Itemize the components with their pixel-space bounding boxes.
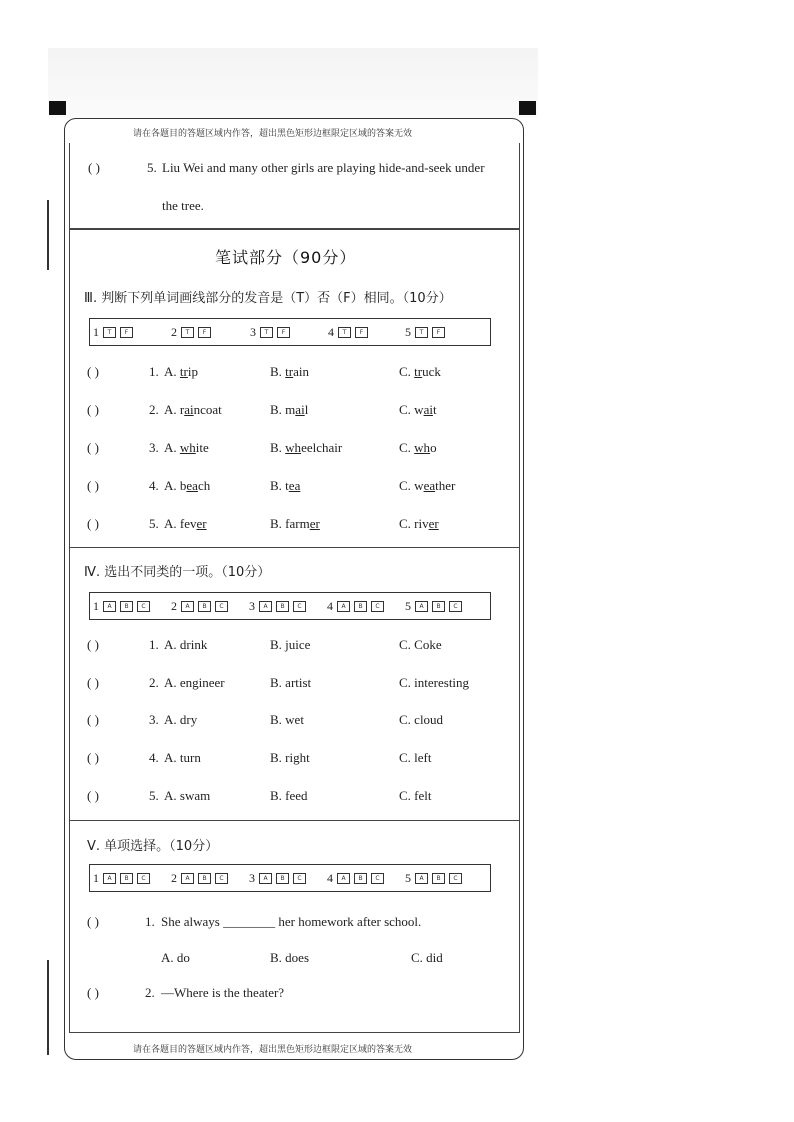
section-3 (69, 229, 520, 548)
option-box[interactable]: C (293, 873, 306, 884)
listening-section (69, 143, 520, 229)
section-4-heading: Ⅳ. 选出不同类的一项。（10分） (84, 565, 271, 580)
option-box[interactable]: B (354, 873, 367, 884)
option-b: B. feed (270, 788, 308, 803)
answer-paren[interactable]: ( ) (87, 675, 99, 690)
option-c: C. interesting (399, 675, 470, 690)
option-box[interactable]: B (198, 873, 211, 884)
answer-paren[interactable]: ( ) (87, 516, 99, 531)
answer-slot-2[interactable]: 2 A B C (171, 599, 228, 614)
option-a: A. fever (164, 516, 207, 531)
option-box[interactable]: B (198, 601, 211, 612)
option-b: B. farmer (270, 516, 320, 531)
answer-paren[interactable]: ( ) (87, 364, 99, 379)
answer-slot-5[interactable]: 5 A B C (405, 599, 462, 614)
answer-slot-5[interactable]: 5 A B C (405, 871, 462, 886)
option-box[interactable]: F (277, 327, 290, 338)
option-a: A. beach (164, 478, 211, 493)
option-c: C. truck (399, 364, 441, 379)
answer-paren[interactable]: ( ) (87, 440, 99, 455)
scan-shadow (48, 48, 538, 118)
option-box[interactable]: C (215, 873, 228, 884)
option-box[interactable]: C (215, 601, 228, 612)
answer-paren[interactable]: ( ) (88, 160, 100, 175)
option-box[interactable]: C (371, 601, 384, 612)
option-c: C. Coke (399, 637, 442, 652)
option-box[interactable]: C (449, 873, 462, 884)
answer-slot-5[interactable]: 5 T F (405, 325, 445, 340)
option-box[interactable]: B (432, 873, 445, 884)
answer-paren[interactable]: ( ) (87, 478, 99, 493)
option-box[interactable]: A (259, 873, 272, 884)
option-box[interactable]: F (198, 327, 211, 338)
option-box[interactable]: A (415, 601, 428, 612)
option-box[interactable]: B (120, 873, 133, 884)
option-box[interactable]: T (260, 327, 273, 338)
option-b: B. mail (270, 402, 309, 417)
option-a: A. drink (164, 637, 208, 652)
option-a: A. swam (164, 788, 211, 803)
answer-slot-4[interactable]: 4 T F (328, 325, 368, 340)
answer-paren[interactable]: ( ) (87, 788, 99, 803)
question-text: —Where is the theater? (161, 985, 285, 1000)
option-box[interactable]: C (137, 601, 150, 612)
answer-paren[interactable]: ( ) (87, 712, 99, 727)
option-a: A. do (161, 950, 190, 965)
top-notice: 请在各题目的答题区域内作答，超出黑色矩形边框限定区域的答案无效 (133, 129, 413, 139)
answer-slot-1[interactable]: 1 A B C (93, 871, 150, 886)
option-a: A. engineer (164, 675, 225, 690)
option-box[interactable]: T (181, 327, 194, 338)
option-box[interactable]: F (432, 327, 445, 338)
option-b: B. train (270, 364, 310, 379)
option-c: C. weather (399, 478, 456, 493)
bottom-notice: 请在各题目的答题区域内作答，超出黑色矩形边框限定区域的答案无效 (133, 1045, 413, 1055)
option-a: A. raincoat (164, 402, 222, 417)
option-box[interactable]: C (293, 601, 306, 612)
option-b: B. artist (270, 675, 312, 690)
option-box[interactable]: B (432, 601, 445, 612)
option-c: C. river (399, 516, 439, 531)
answer-slot-1[interactable]: 1 T F (93, 325, 133, 340)
answer-paren[interactable]: ( ) (87, 637, 99, 652)
option-b: B. does (270, 950, 309, 965)
option-box[interactable]: T (103, 327, 116, 338)
option-box[interactable]: F (355, 327, 368, 338)
option-box[interactable]: T (415, 327, 428, 338)
binding-line-bottom (47, 960, 49, 1055)
option-box[interactable]: A (337, 601, 350, 612)
option-box[interactable]: A (103, 873, 116, 884)
answer-slot-3[interactable]: 3 T F (250, 325, 290, 340)
answer-paren[interactable]: ( ) (87, 985, 99, 1000)
option-a: A. dry (164, 712, 198, 727)
option-c: C. cloud (399, 712, 444, 727)
option-a: A. white (164, 440, 209, 455)
answer-paren[interactable]: ( ) (87, 914, 99, 929)
option-b: B. tea (270, 478, 301, 493)
option-box[interactable]: A (103, 601, 116, 612)
answer-paren[interactable]: ( ) (87, 402, 99, 417)
option-box[interactable]: A (259, 601, 272, 612)
registration-marker-right (519, 101, 536, 115)
answer-slot-3[interactable]: 3 A B C (249, 599, 306, 614)
option-box[interactable]: B (120, 601, 133, 612)
option-c: C. did (411, 950, 443, 965)
registration-marker-left (49, 101, 66, 115)
answer-slot-4[interactable]: 4 A B C (327, 599, 384, 614)
question-text-line1: Liu Wei and many other girls are playing hide-and-seek under (162, 160, 485, 175)
option-c: C. felt (399, 788, 432, 803)
option-c: C. left (399, 750, 432, 765)
answer-slot-3[interactable]: 3 A B C (249, 871, 306, 886)
answer-slot-2[interactable]: 2 T F (171, 325, 211, 340)
section-4-answer-bar (89, 592, 491, 620)
option-box[interactable]: A (415, 873, 428, 884)
option-box[interactable]: A (337, 873, 350, 884)
option-box[interactable]: A (181, 601, 194, 612)
option-box[interactable]: B (354, 601, 367, 612)
option-b: B. juice (270, 637, 311, 652)
option-box[interactable]: T (338, 327, 351, 338)
option-box[interactable]: A (181, 873, 194, 884)
option-c: C. wait (399, 402, 437, 417)
option-box[interactable]: C (137, 873, 150, 884)
option-box[interactable]: C (449, 601, 462, 612)
answer-paren[interactable]: ( ) (87, 750, 99, 765)
section-5-heading: Ⅴ. 单项选择。（10分） (87, 839, 219, 854)
option-box[interactable]: F (120, 327, 133, 338)
section-5-answer-bar (89, 864, 491, 892)
question-number: 5. (147, 160, 157, 175)
binding-line-top (47, 200, 49, 270)
option-b: B. right (270, 750, 310, 765)
option-b: B. wet (270, 712, 304, 727)
option-a: A. turn (164, 750, 201, 765)
option-a: A. trip (164, 364, 198, 379)
section-3-answer-bar (89, 318, 491, 346)
answer-slot-1[interactable]: 1 A B C (93, 599, 150, 614)
answer-slot-4[interactable]: 4 A B C (327, 871, 384, 886)
option-b: B. wheelchair (270, 440, 343, 455)
option-box[interactable]: C (371, 873, 384, 884)
question-text: She always ________ her homework after school. (161, 914, 422, 929)
option-c: C. who (399, 440, 437, 455)
question-text-line2: the tree. (162, 198, 204, 213)
option-box[interactable]: B (276, 873, 289, 884)
option-box[interactable]: B (276, 601, 289, 612)
answer-slot-2[interactable]: 2 A B C (171, 871, 228, 886)
section-3-heading: Ⅲ. 判断下列单词画线部分的发音是（T）否（F）相同。（10分） (84, 291, 452, 306)
written-part-title: 笔试部分（90分） (215, 248, 357, 267)
